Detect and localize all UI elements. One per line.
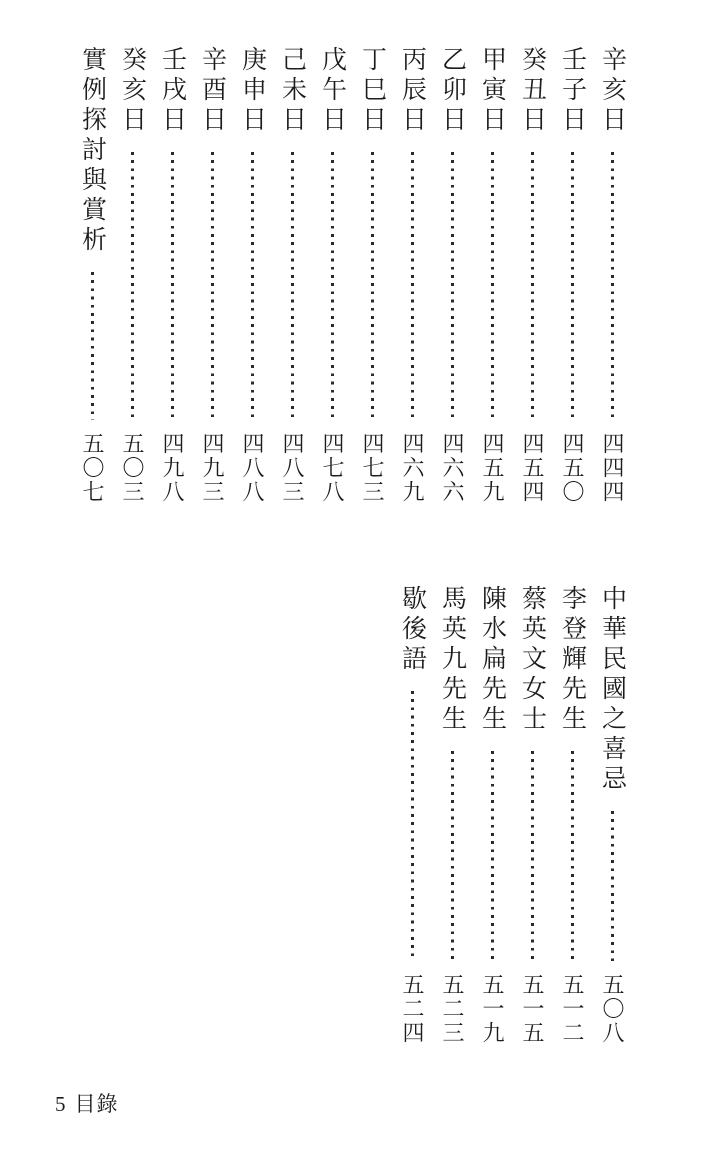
page-footer [55,1088,119,1118]
toc-entry-page: 五二四 [400,973,425,1045]
toc-entry-title: 己未日 [278,46,306,136]
dot-leader [251,152,254,420]
dot-leader [171,152,174,420]
dot-leader [91,272,94,420]
toc-entry [472,585,512,1045]
dot-leader [411,152,414,420]
toc-entry-page: 四五九 [480,432,505,504]
dot-leader [611,811,614,961]
toc-entry-page: 四五〇 [560,432,585,504]
toc-entry-page: 四六九 [400,432,425,504]
toc-entry-title: 丙辰日 [398,46,426,136]
toc-entry [112,46,152,504]
toc-entry-title: 庚申日 [238,46,266,136]
toc-entry-title: 甲寅日 [478,46,506,136]
toc-entry-page: 五一五 [520,973,545,1045]
dot-leader [491,751,494,961]
toc-entry [72,46,112,504]
toc-entry-title: 辛酉日 [198,46,226,136]
dot-leader [531,751,534,961]
toc-entry [392,46,432,504]
toc-entry-page: 四九三 [200,432,225,504]
toc-entry-page: 四四四 [600,432,625,504]
toc-entry-page: 四七三 [360,432,385,504]
folio-page-number: 5 [55,1092,67,1116]
toc-entry-title: 辛亥日 [598,46,626,136]
toc-entry-page: 五一二 [560,973,585,1045]
folio-section-label: 目錄 [74,1092,119,1116]
toc-entry [552,46,592,504]
dot-leader [571,152,574,420]
toc-entry-title: 歇後語 [398,585,426,675]
toc-entry-page: 四八八 [240,432,265,504]
toc-entry-title: 戊午日 [318,46,346,136]
dot-leader [531,152,534,420]
toc-entry-title: 癸丑日 [518,46,546,136]
toc-entry-title: 丁巳日 [358,46,386,136]
toc-top-section [72,46,632,504]
toc-entry-title: 陳水扁先生 [478,585,506,735]
toc-entry-page: 五〇八 [600,973,625,1045]
toc-entry [272,46,312,504]
toc-entry-title: 蔡英文女士 [518,585,546,735]
toc-entry [592,585,632,1045]
toc-entry-page: 五〇七 [80,432,105,504]
toc-entry [392,585,432,1045]
toc-entry [232,46,272,504]
toc-entry [472,46,512,504]
toc-entry [192,46,232,504]
toc-entry [432,585,472,1045]
toc-entry-page: 四六六 [440,432,465,504]
toc-entry-page: 五一九 [480,973,505,1045]
dot-leader [211,152,214,420]
toc-entry-page: 五〇三 [120,432,145,504]
dot-leader [331,152,334,420]
toc-entry [352,46,392,504]
toc-entry [592,46,632,504]
toc-entry-page: 五二三 [440,973,465,1045]
toc-entry [552,585,592,1045]
toc-entry [312,46,352,504]
toc-entry-title: 癸亥日 [118,46,146,136]
dot-leader [451,751,454,961]
toc-entry-title: 壬戌日 [158,46,186,136]
dot-leader [411,691,414,961]
toc-entry-page: 四七八 [320,432,345,504]
dot-leader [451,152,454,420]
dot-leader [371,152,374,420]
toc-entry [512,46,552,504]
dot-leader [291,152,294,420]
toc-entry [152,46,192,504]
toc-entry-page: 四五四 [520,432,545,504]
dot-leader [491,152,494,420]
toc-entry-title: 馬英九先生 [438,585,466,735]
dot-leader [611,152,614,420]
toc-bottom-section [392,585,632,1045]
toc-entry [432,46,472,504]
dot-leader [571,751,574,961]
toc-entry [512,585,552,1045]
toc-entry-title: 乙卯日 [438,46,466,136]
dot-leader [131,152,134,420]
toc-entry-title: 實例探討與賞析 [78,46,106,256]
toc-entry-title: 中華民國之喜忌 [598,585,626,795]
toc-entry-title: 李登輝先生 [558,585,586,735]
toc-entry-page: 四八三 [280,432,305,504]
toc-entry-page: 四九八 [160,432,185,504]
toc-entry-title: 壬子日 [558,46,586,136]
